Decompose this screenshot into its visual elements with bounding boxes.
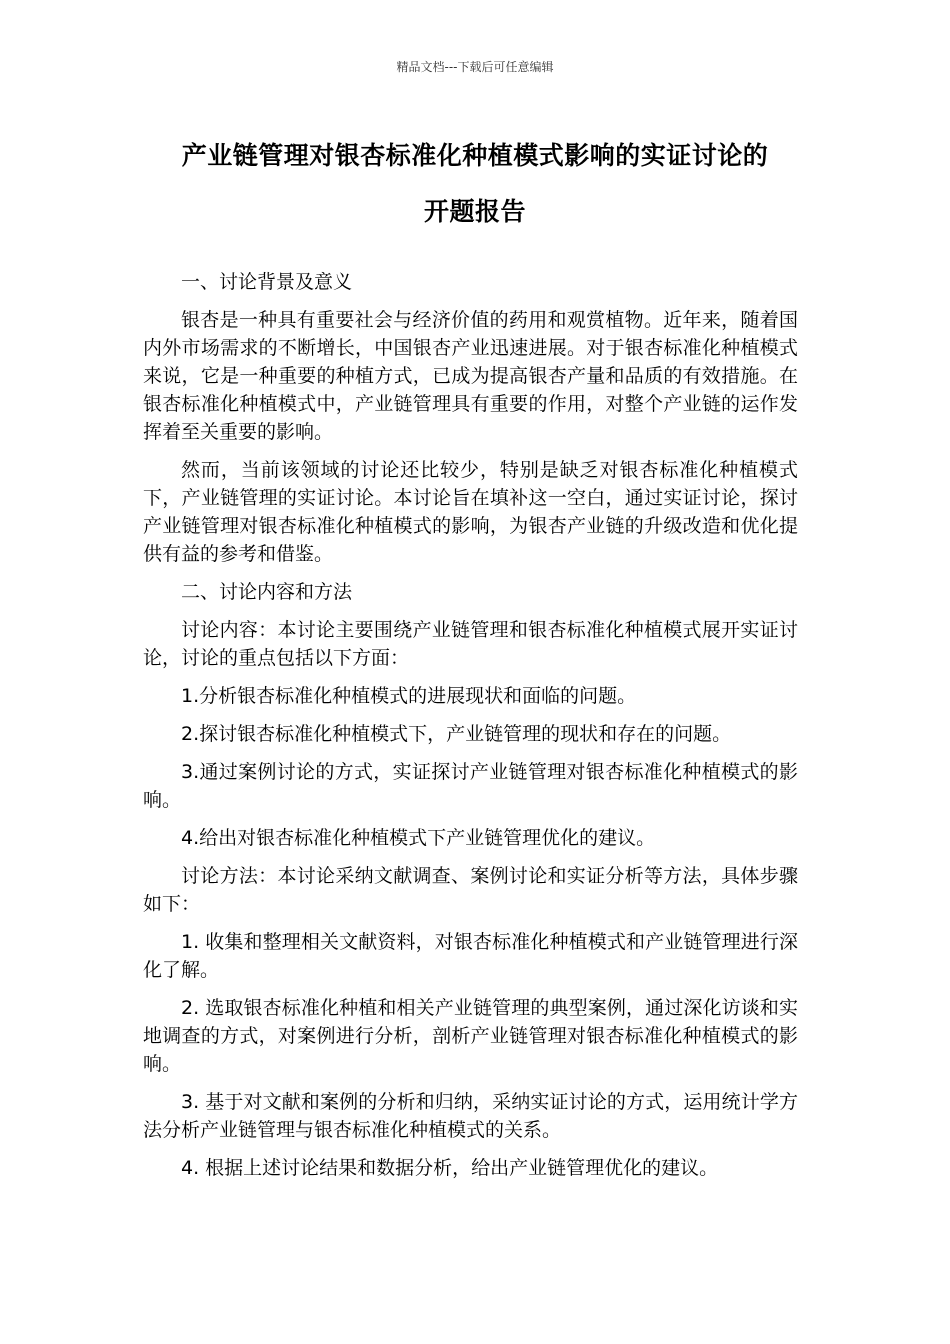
- title-line-2: 开题报告: [423, 197, 526, 226]
- list-item: 4.给出对银杏标准化种植模式下产业链管理优化的建议。: [181, 827, 656, 849]
- list-item: 2. 选取银杏标准化种植和相关产业链管理的典型案例，通过深化访谈和实地调查的方式，对案例进行分析，剖析产业链管理对银杏标准化种植模式的影响。: [143, 997, 798, 1075]
- section-heading-content-method: 二、讨论内容和方法: [181, 581, 353, 603]
- document-body: [143, 268, 798, 1192]
- list-item: 1. 收集和整理相关文献资料，对银杏标准化种植模式和产业链管理进行深化了解。: [143, 931, 798, 981]
- header-note: 精品文档---下载后可任意编辑: [396, 60, 554, 74]
- paragraph: 然而，当前该领域的讨论还比较少，特别是缺乏对银杏标准化种植模式下，产业链管理的实证讨论。本讨论旨在填补这一空白，通过实证讨论，探讨产业链管理对银杏标准化种植模式的影响，为银杏产业链的升级改造和优化提供有益的参考和借鉴。: [143, 459, 798, 565]
- paragraph: 银杏是一种具有重要社会与经济价值的药用和观赏植物。近年来，随着国内外市场需求的不断增长，中国银杏产业迅速进展。对于银杏标准化种植模式来说，它是一种重要的种植方式，已成为提高银杏产量和品质的有效措施。在银杏标准化种植模式中，产业链管理具有重要的作用，对整个产业链的运作发挥着至关重要的影响。: [143, 309, 798, 443]
- list-item: 3. 基于对文献和案例的分析和归纳，采纳实证讨论的方式，运用统计学方法分析产业链管理与银杏标准化种植模式的关系。: [143, 1091, 798, 1141]
- paragraph: 讨论方法：本讨论采纳文献调查、案例讨论和实证分析等方法，具体步骤如下：: [143, 865, 798, 915]
- title-line-1: 产业链管理对银杏标准化种植模式影响的实证讨论的: [181, 141, 769, 170]
- list-item: 3.通过案例讨论的方式，实证探讨产业链管理对银杏标准化种植模式的影响。: [143, 761, 798, 811]
- list-item: 1.分析银杏标准化种植模式的进展现状和面临的问题。: [181, 685, 637, 707]
- section-heading-background: 一、讨论背景及意义: [181, 271, 353, 293]
- list-item: 4. 根据上述讨论结果和数据分析，给出产业链管理优化的建议。: [181, 1157, 719, 1179]
- document-title: [120, 128, 830, 240]
- paragraph: 讨论内容：本讨论主要围绕产业链管理和银杏标准化种植模式展开实证讨论，讨论的重点包括以下方面：: [143, 619, 798, 669]
- list-item: 2.探讨银杏标准化种植模式下，产业链管理的现状和存在的问题。: [181, 723, 732, 745]
